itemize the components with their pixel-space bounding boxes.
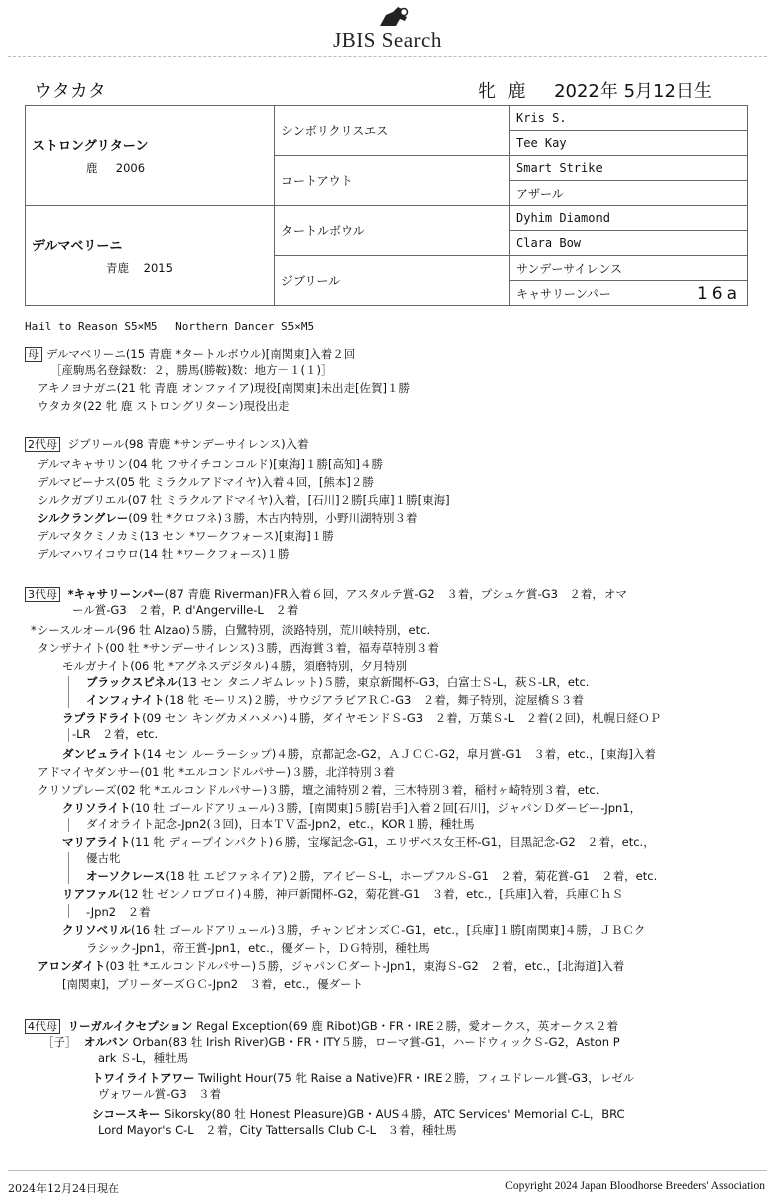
g2-line: デルマビーナス(05 牝 ミラクルアドマイヤ)入着４回，[熊本]２勝 — [37, 475, 374, 489]
sdd-cell[interactable]: アザール — [510, 181, 748, 206]
sss-cell[interactable]: Kris S. — [510, 106, 748, 131]
g3-line: インフィナイト(18 牝 モーリス)２勝，サウジアラビアＲＣ-G3 ２着，舞子特別，淀屋橋Ｓ３着 — [86, 693, 584, 707]
sire-name[interactable]: ストロングリターン — [32, 139, 149, 154]
g3-line: ラシック-Jpn1，帝王賞-Jpn1，etc.，優ダート，ＤＧ特別，種牡馬 — [86, 941, 430, 955]
g3-line: クリソライト(10 牡 ゴールドアリュール)３勝，[南関東]５勝[岩手]入着２回[石川]，ジャパンＤダービー-Jpn1， — [62, 801, 642, 815]
dam-cell — [26, 206, 275, 306]
horse-logo-icon — [376, 6, 412, 28]
ddd-name[interactable]: キャサリーンパー — [516, 286, 611, 301]
g3-line: ール賞-G3 ２着，P. d'Angerville-L ２着 — [72, 603, 299, 617]
g3-line: クリソプレーズ(02 牝 *エルコンドルパサー)３勝，壇之浦特別２着，三木特別３着，稲村ヶ崎特別３着，etc. — [37, 783, 600, 797]
g2-line: シルクラングレー(09 牡 *クロフネ)３勝，木古内特別，小野川湖特別３着 — [37, 511, 418, 525]
dsd-cell[interactable]: Clara Bow — [510, 231, 748, 256]
dam-line: ［産駒馬名登録数：２，勝馬(勝鞍)数：地方－１(１)］ — [50, 363, 333, 377]
g3-line: 優古牝 — [86, 851, 121, 865]
header-divider — [8, 56, 767, 57]
g3-line: ダンビュライト(14 セン ルーラーシップ)４勝，京都記念-G2，ＡＪＣＣ-G2，皐月賞-G1 ３着，etc.，[東海]入着 — [62, 747, 656, 761]
g3-line: -LR ２着，etc. — [72, 727, 159, 741]
footer-copyright: Copyright 2024 Japan Bloodhorse Breeders' Association — [505, 1180, 765, 1192]
inbreeding-cross: Hail to Reason S5×M5 Northern Dancer S5×M5 — [25, 320, 315, 333]
g3-line: アドマイヤダンサー(01 牝 *エルコンドルパサー)３勝，北洋特別３着 — [37, 765, 395, 779]
dds-cell[interactable]: サンデーサイレンス — [510, 256, 748, 281]
g3-line: [南関東]，ブリーダーズＧＣ-Jpn2 ３着，etc.，優ダート — [62, 977, 364, 991]
site-logo[interactable] — [0, 8, 775, 53]
g2-line: デルマキャサリン(04 牝 フサイチコンコルド)[東海]１勝[高知]４勝 — [37, 457, 384, 471]
dam-name[interactable]: デルマベリーニ — [32, 239, 123, 254]
dd-cell[interactable]: ジブリール — [275, 256, 510, 306]
g4-line: ［子］ オルバン Orban(83 牡 Irish River)GB・FR・ITY５勝，ローマ賞-G1，ハードウィックＳ-G2，Aston P — [42, 1035, 620, 1049]
g4-line: Lord Mayor's C-L ２着，City Tattersalls Club C-L ３着，種牡馬 — [98, 1123, 457, 1137]
g3-line: オーソクレース(18 牡 エピファネイア)２勝，アイビーＳ-L，ホープフルＳ-G1 ２着，菊花賞-G1 ２着，etc. — [86, 869, 658, 883]
sd-cell[interactable]: コートアウト — [275, 156, 510, 206]
g3-line: *シースルオール(96 牡 Alzao)５勝，白鷺特別，淡路特別，荒川峡特別，etc. — [31, 623, 431, 637]
g3-line: アロンダイト(03 牡 *エルコンドルパサー)５勝，ジャパンＣダート-Jpn1，東海Ｓ-G2 ２着，etc.，[北海道]入着 — [37, 959, 625, 973]
g4-line: ヴォワール賞-G3 ３着 — [98, 1087, 222, 1101]
section-tag-g2: 2代母 — [25, 437, 60, 452]
dam-line: 母 デルマベリーニ(15 青鹿 *タートルボウル)[南関東]入着２回 — [25, 346, 355, 363]
section-tag-g4: 4代母 — [25, 1019, 60, 1034]
tree-connector — [68, 852, 69, 884]
g4-line: シコースキー Sikorsky(80 牡 Honest Pleasure)GB・AUS４勝，ATC Services' Memorial C-L，BRC — [92, 1107, 625, 1121]
tree-connector — [68, 676, 69, 708]
g3-line: ラプラドライト(09 セン キングカメハメハ)４勝，ダイヤモンドＳ-G3 ２着，万葉Ｓ-L ２着(２回)，札幌日経ＯＰ — [62, 711, 662, 725]
ds-cell[interactable]: タートルボウル — [275, 206, 510, 256]
dam-line: ウタカタ(22 牝 鹿 ストロングリターン)現役出走 — [37, 399, 290, 413]
horse-info — [478, 77, 712, 103]
g3-line: -Jpn2 ２着 — [86, 905, 151, 919]
g4-line: 4代母 リーガルイクセプション Regal Exception(69 鹿 Ribot)GB・FR・IRE２勝，愛オークス，英オークス２着 — [25, 1018, 618, 1035]
ddd-cell — [510, 281, 748, 306]
g3-line: ブラックスピネル(13 セン タニノギムレット)５勝，東京新聞杯-G3，白富士Ｓ-L，萩Ｓ-LR，etc. — [86, 675, 590, 689]
logo-text: JBIS Search — [333, 28, 442, 52]
dam-line: アキノヨナガニ(21 牝 青鹿 オンファイア)現役[南関東]未出走[佐賀]１勝 — [37, 381, 411, 395]
dam-info: 青鹿 2015 — [106, 261, 173, 275]
tree-connector — [68, 728, 69, 742]
family-number: 16a — [696, 284, 741, 304]
tree-connector — [68, 818, 69, 832]
ss-cell[interactable]: シンボリクリスエス — [275, 106, 510, 156]
horse-sex: 牝 — [478, 81, 496, 102]
g3-line: マリアライト(11 牝 ディープインパクト)６勝，宝塚記念-G1，エリザベス女王杯-G1，目黒記念-G2 ２着，etc.， — [62, 835, 655, 849]
footer-divider — [8, 1170, 767, 1171]
g3-line: クリソベリル(16 牡 ゴールドアリュール)３勝，チャンピオンズＣ-G1，etc.，[兵庫]１勝[南関東]４勝，ＪＢＣク — [62, 923, 646, 937]
horse-color: 鹿 — [507, 81, 526, 102]
g2-line: 2代母 ジブリール(98 青鹿 *サンデーサイレンス)入着 — [25, 436, 309, 453]
dss-cell[interactable]: Dyhim Diamond — [510, 206, 748, 231]
sire-cell — [26, 106, 275, 206]
horse-name: ウタカタ — [34, 81, 106, 102]
g2-line: デルマタクミノカミ(13 セン *ワークフォース)[東海]１勝 — [37, 529, 334, 543]
footer-date: 2024年12月24日現在 — [8, 1182, 119, 1195]
tree-connector — [68, 904, 69, 918]
sire-info: 鹿 2006 — [86, 161, 146, 175]
sds-cell[interactable]: Smart Strike — [510, 156, 748, 181]
g2-line: シルクガブリエル(07 牡 ミラクルアドマイヤ)入着，[石川]２勝[兵庫]１勝[東海] — [37, 493, 450, 507]
ssd-cell[interactable]: Tee Kay — [510, 131, 748, 156]
section-tag-dam: 母 — [25, 347, 42, 362]
horse-birth: 2022年 5月12日生 — [554, 81, 712, 102]
pedigree-table — [25, 105, 748, 306]
g4-line: ark Ｓ-L，種牡馬 — [98, 1051, 189, 1065]
section-tag-g3: 3代母 — [25, 587, 60, 602]
g3-line: リアファル(12 牡 ゼンノロブロイ)４勝，神戸新聞杯-G2，菊花賞-G1 ３着，etc.，[兵庫]入着，兵庫ＣｈＳ — [62, 887, 624, 901]
g3-line: ダイオライト記念-Jpn2(３回)，日本ＴＶ盃-Jpn2，etc.，KOR１勝，種牡馬 — [86, 817, 475, 831]
g3-line: タンザナイト(00 牡 *サンデーサイレンス)３勝，西海賞３着，福寿草特別３着 — [37, 641, 439, 655]
g2-line: デルマハワイコウロ(14 牡 *ワークフォース)１勝 — [37, 547, 290, 561]
g4-line: トワイライトアワー Twilight Hour(75 牝 Raise a Native)FR・IRE２勝，フィユドレール賞-G3，レゼル — [92, 1071, 635, 1085]
g3-line: モルガナイト(06 牝 *アグネスデジタル)４勝，須磨特別，夕月特別 — [62, 659, 407, 673]
g3-line: 3代母 *キャサリーンパー(87 青鹿 Riverman)FR入着６回，アスタルテ賞-G2 ３着，プシュケ賞-G3 ２着，オマ — [25, 586, 627, 603]
